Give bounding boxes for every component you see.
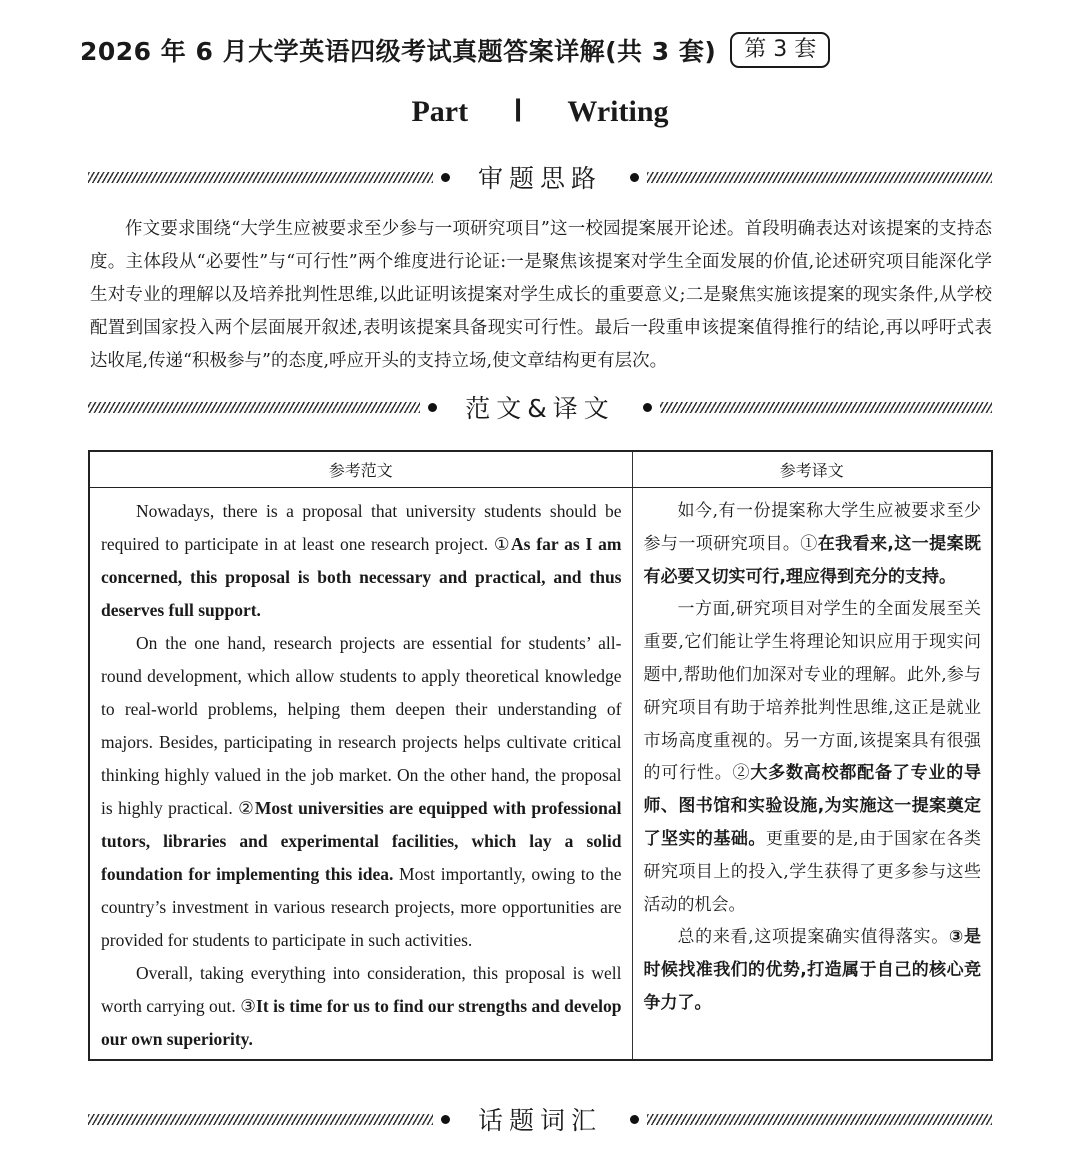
translation-text: 总的来看,这项提案确实值得落实。 [677, 927, 949, 948]
sample-essay-cell [89, 488, 632, 1061]
essay-paragraph [101, 627, 622, 957]
essay-text: Most importantly, owing to the country’s investment in various research projects, more opportunities are provided for students to participate in such activities. [101, 864, 622, 950]
part-title: Part Ⅰ Writing [411, 95, 669, 128]
essay-table [88, 450, 993, 1061]
key-sentence: It is time for us to find our strengths and develop our own superiority. [101, 996, 622, 1049]
translation-paragraph [644, 593, 982, 921]
column-header-sample-essay: 参考范文 [89, 451, 632, 488]
key-sentence-translation: ③是时候找准我们的优势,打造属于自己的核心竞争力了。 [643, 927, 981, 1013]
translation-text: 一方面,研究项目对学生的全面发展至关重要,它们能让学生将理论知识应用于现实问题中,帮助他们加深对专业的理解。此外,参与研究项目有助于培养批判性思维,这正是就业市场高度重视的。另一方面,该提案具有很强的可行性。② [643, 599, 981, 784]
set-number-badge: 第 3 套 [730, 32, 830, 68]
page-header [80, 30, 995, 70]
analysis-paragraph: 作文要求围绕“大学生应被要求至少参与一项研究项目”这一校园提案展开论述。首段明确表达对该提案的支持态度。主体段从“必要性”与“可行性”两个维度进行论证:一是聚焦该提案对学生全面发展的价值,论述研究项目能深化学生对专业的理解以及培养批判性思维,以此证明该提案对学生成长的重要意义;二是聚焦实施该提案的现实条件,从学校配置到国家投入两个层面展开叙述,表明该提案具备现实可行性。最后一段重申该提案值得推行的结论,再以呼吁式表达收尾,传递“积极参与”的态度,呼应开头的支持立场,使文章结构更有层次。 [90, 219, 992, 371]
hatch-decoration [88, 402, 420, 413]
essay-text: Overall, taking everything into consideration, this proposal is well worth carrying out. ③ [101, 963, 622, 1016]
bullet-dot [428, 403, 437, 412]
hatch-decoration [647, 172, 992, 183]
bullet-dot [643, 403, 652, 412]
section-heading-essay: 范文&译文 [465, 394, 615, 423]
bullet-dot [630, 173, 639, 182]
hatch-decoration [647, 1114, 992, 1125]
section-divider-analysis [88, 162, 992, 192]
essay-paragraph [101, 495, 622, 627]
key-sentence-translation: 大多数高校都配备了专业的导师、图书馆和实验设施,为实施这一提案奠定了坚实的基础。 [643, 763, 982, 849]
key-sentence: As far as I am concerned, this proposal is both necessary and practical, and thus deserves full support. [101, 534, 622, 620]
essay-paragraph [101, 957, 622, 1056]
bullet-dot [441, 1115, 450, 1124]
hatch-decoration [88, 1114, 433, 1125]
document-title: 2026 年 6 月大学英语四级考试真题答案详解(共 3 套) [80, 37, 717, 66]
essay-text: On the one hand, research projects are essential for students’ all-round development, which allow students to apply theoretical knowledge to real-world problems, helping them deepen their understanding of majors. Besides, participating in research projects helps cultivate critical thinking highly valued in the job market. On the other hand, the proposal is highly practical. ② [101, 633, 622, 818]
section-heading-vocabulary: 话题词汇 [478, 1106, 603, 1135]
translation-paragraph [644, 495, 982, 593]
column-header-translation: 参考译文 [632, 451, 992, 488]
key-sentence: Most universities are equipped with professional tutors, libraries and experimental facilities, which lay a solid foundation for implementing this idea. [101, 798, 622, 884]
translation-paragraph [644, 921, 982, 1019]
essay-text: Nowadays, there is a proposal that university students should be required to participate in at least one research project. ① [101, 501, 622, 554]
section-divider-vocabulary [88, 1104, 992, 1134]
bullet-dot [630, 1115, 639, 1124]
translation-cell [632, 488, 992, 1061]
section-heading-analysis: 审题思路 [478, 164, 603, 193]
hatch-decoration [660, 402, 992, 413]
translation-text: 更重要的是,由于国家在各类研究项目上的投入,学生获得了更多参与这些活动的机会。 [643, 828, 982, 915]
bullet-dot [441, 173, 450, 182]
section-divider-essay [88, 392, 992, 422]
key-sentence-translation: 在我看来,这一提案既有必要又切实可行,理应得到充分的支持。 [643, 533, 981, 587]
translation-text: 如今,有一份提案称大学生应被要求至少参与一项研究项目。① [643, 501, 981, 554]
hatch-decoration [88, 172, 433, 183]
